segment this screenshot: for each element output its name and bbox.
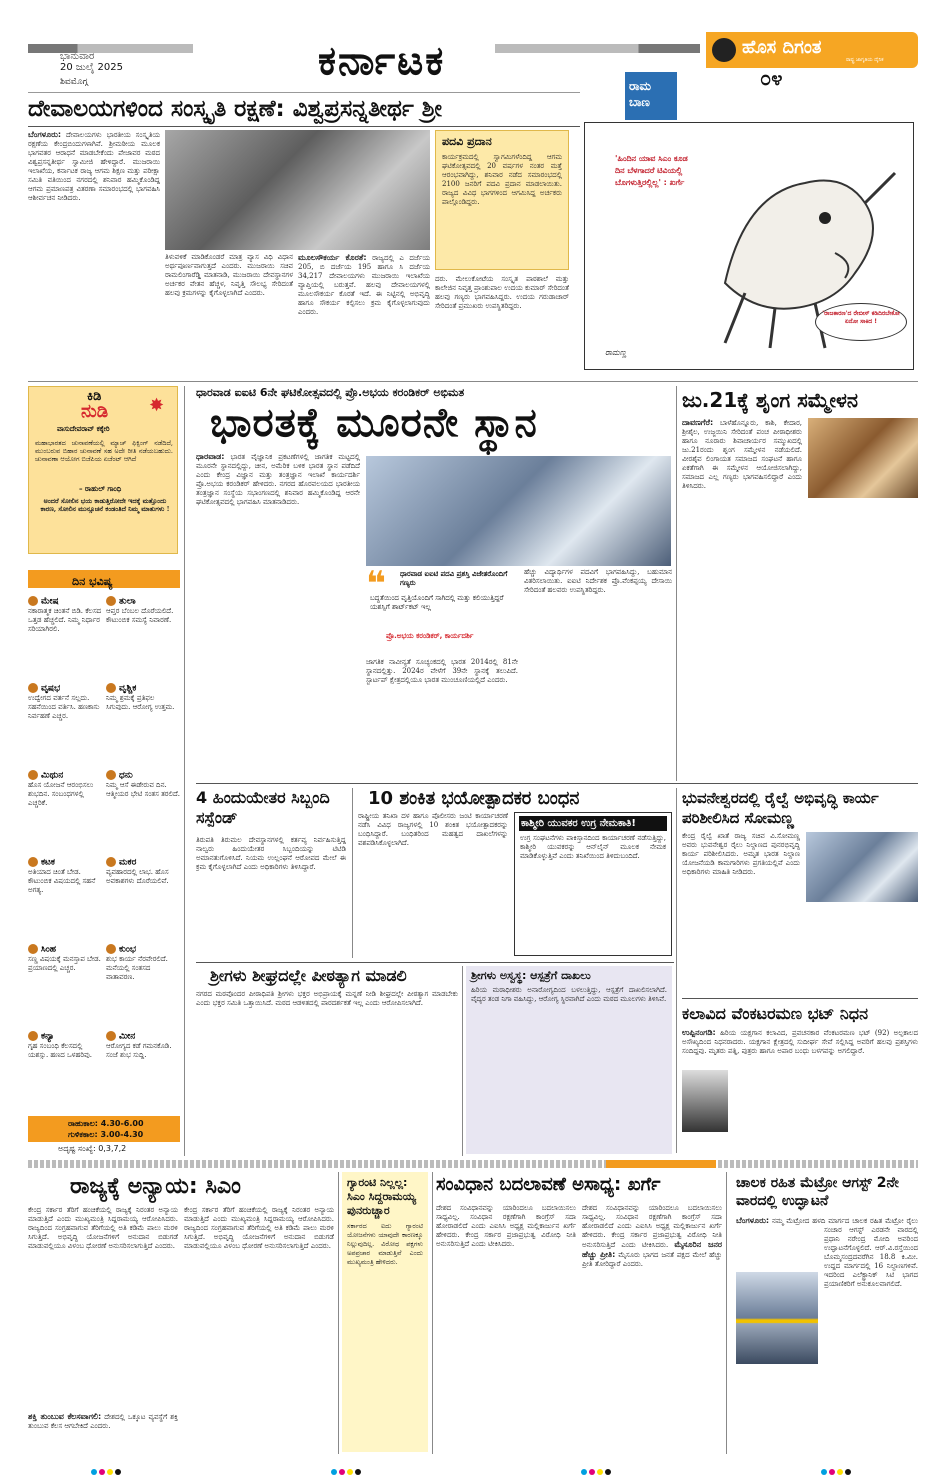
hospital-body: ಹಿರಿಯ ಮಠಾಧೀಶರು ಅನಾರೋಗ್ಯದಿಂದ ಬಳಲುತ್ತಿದ್ದು, ಆಸ್ಪತ್ರೆಗೆ ದಾಖಲಿಸಲಾಗಿದೆ. ವೈದ್ಯರ ತಂಡ ನಿಗಾ ವಹಿಸಿದ್ದು, ಆರೋಗ್ಯ ಸ್ಥಿರವಾಗಿದೆ ಎಂದು ಮಠದ ಮೂಲಗಳು ತಿಳಿಸಿವೆ. [471, 986, 667, 1003]
cm-body: ಕೇಂದ್ರ ಸರ್ಕಾರ ತೆರಿಗೆ ಹಂಚಿಕೆಯಲ್ಲಿ ರಾಜ್ಯಕ್ಕೆ ನಿರಂತರ ಅನ್ಯಾಯ ಮಾಡುತ್ತಿದೆ ಎಂದು ಮುಖ್ಯಮಂತ್ರಿ ಸಿದ್ದರಾಮಯ್ಯ ಆರೋಪಿಸಿದರು. ರಾಜ್ಯದಿಂದ ಸಂಗ್ರಹವಾಗುವ ತೆರಿಗೆಯಲ್ಲಿ ಅತಿ ಕಡಿಮೆ ಪಾಲು ಮರಳಿ ಸಿಗುತ್ತಿದೆ. ಅಭಿವೃದ್ಧಿ ಯೋಜನೆಗಳಿಗೆ ಅನುದಾನ ಬಿಡುಗಡೆ ಮಾಡುವಲ್ಲಿಯೂ ವಿಳಂಬ ಧೋರಣೆ ಅನುಸರಿಸಲಾಗುತ್ತಿದೆ ಎಂದರು. [28, 1206, 178, 1250]
kharge-body: ದೇಶದ ಸಂವಿಧಾನವನ್ನು ಯಾರಿಂದಲೂ ಬದಲಾಯಿಸಲು ಸಾಧ್ಯವಿಲ್ಲ. ಸಂವಿಧಾನ ರಕ್ಷಣೆಗಾಗಿ ಕಾಂಗ್ರೆಸ್ ಸದಾ ಹೋರಾಡಲಿದೆ ಎಂದು ಎಐಸಿಸಿ ಅಧ್ಯಕ್ಷ ಮಲ್ಲಿಕಾರ್ಜುನ ಖರ್ಗೆ ಹೇಳಿದರು. ಕೇಂದ್ರ ಸರ್ಕಾರ ಪ್ರಜಾಪ್ರಭುತ್ವ ವಿರೋಧಿ ನೀತಿ ಅನುಸರಿಸುತ್ತಿದೆ ಎಂದು ಟೀಕಿಸಿದರು. [436, 1204, 576, 1248]
iit-body-text: ಭಾರತ ವೈಜ್ಞಾನಿಕ ಪ್ರಕಟಣೆಗಳಲ್ಲಿ ಜಾಗತಿಕ ಮಟ್ಟದಲ್ಲಿ ಮೂರನೇ ಸ್ಥಾನದಲ್ಲಿದ್ದು, ಚೀನ, ಅಮೆರಿಕ ಬಳಿಕ ಭಾರತ ಸ್ಥಾನ ಪಡೆದಿದೆ ಎಂದು ಕೇಂದ್ರ ವಿಜ್ಞಾನ ಮತ್ತು ತಂತ್ರಜ್ಞಾನ ಇಲಾಖೆ ಕಾರ್ಯದರ್ಶಿ ಪ್ರೊ.ಅಭಯ ಕರಂಡಿಕರ್ ಹೇಳಿದರು. ನಗರದ ಹೊರವಲಯದ ಭಾರತೀಯ ತಂತ್ರಜ್ಞಾನ ಸಂಸ್ಥೆಯ ಸಭಾಂಗಣದಲ್ಲಿ ಶನಿವಾರ ಹಮ್ಮಿಕೊಂಡಿದ್ದ ಆರನೇ ಘಟಿಕೋತ್ಸವದಲ್ಲಿ ಭಾಗವಹಿಸಿ ಮಾತನಾಡಿದರು. [196, 453, 360, 506]
lead-subhead: ಮೂಲಸೌಕರ್ಯ ಕೊರತೆ: [298, 253, 367, 262]
kataka-icon [28, 857, 38, 867]
metro-headline: ಚಾಲಕ ರಹಿತ ಮೆಟ್ರೋ ಆಗಸ್ಟ್ 2ನೇ ವಾರದಲ್ಲಿ ಉದ್ಘಾಟನೆ [736, 1175, 899, 1209]
rahu-kala-box [28, 1116, 180, 1142]
award-box-title: ಪದವಿ ಪ್ರದಾನ [442, 135, 492, 148]
mithuna-icon [28, 770, 38, 780]
lucky-number [58, 1144, 126, 1154]
lead-body-2: ತಿಳುವಳಿಕೆ ಮಾಡಿಕೊಂಡರೆ ಮಾತ್ರ ವ್ಯಾಸ ವಿಧಿ ವಿಧಾನ ಅರ್ಥಪೂರ್ಣವಾಗುತ್ತದೆ ಎಂದರು. ಮುಜರಾಯಿ ಸಚಿವ ರಾಮಲಿಂಗಾರೆಡ್ಡಿ ಮಾತನಾಡಿ, ಮುಜರಾಯಿ ದೇವಸ್ಥಾನಗಳ ಅರ್ಚಕರ ವೇತನ ಹೆಚ್ಚಳ, ನಿವೃತ್ತಿ ಸೌಲಭ್ಯ ಸೇರಿದಂತೆ ಹಲವು ಕ್ರಮಗಳನ್ನು ಕೈಗೊಳ್ಳಲಾಗಿದೆ ಎಂದರು. [165, 253, 293, 297]
cartoon-caption: 'ಹಿಂದಿನ ಯಾವ ಸಿಎಂ ಕೂಡ ದಿನ ಬೆಳಗಾದರೆ ಟಿವಿಯಲ್ಲಿ ಬೊಗಳುತ್ತಿರಲ್ಲಿಲ್ಲ' : ಖರ್ಗೆ [615, 154, 688, 187]
left-column-divider [184, 386, 185, 1156]
page-number: ೦೪ [760, 66, 783, 90]
guarantee-divider [432, 1172, 433, 1454]
lucky-value: 0,3,7,2 [98, 1144, 127, 1153]
shreegalu-divider [462, 966, 463, 1156]
lead-body-3-text: ರಾಜ್ಯದಲ್ಲಿ ಎ ದರ್ಜೆಯ 205, ಬಿ ದರ್ಜೆಯ 195 ಹಾಗೂ ಸಿ ದರ್ಜೆಯ 34,217 ದೇವಾಲಯಗಳು ಮುಜರಾಯಿ ಇಲಾಖೆಯ ವ್ಯಾಪ್ತಿಯಲ್ಲಿ ಬರುತ್ತವೆ. ಹಲವು ದೇವಾಲಯಗಳಲ್ಲಿ ಮೂಲಸೌಕರ್ಯ ಕೊರತೆ ಇದೆ. ಈ ನಿಟ್ಟಿನಲ್ಲಿ ಅಭಿವೃದ್ಧಿ ಹಾಗೂ ಸೌಕರ್ಯ ಕಲ್ಪಿಸಲು ಕ್ರಮ ಕೈಗೊಳ್ಳಲಾಗುವುದು ಎಂದರು. [298, 254, 430, 316]
iit-caption: ಧಾರವಾಡ ಐಐಟಿ ಪದವಿ ಪ್ರಶಸ್ತಿ ವಿಜೇತರೊಂದಿಗೆ ಗಣ್ಯರು [400, 570, 508, 587]
cm-sub [28, 1412, 178, 1452]
cartoon-speech-bubble [815, 303, 907, 341]
horoscope-title: ದಿನ ಭವಿಷ್ಯ [72, 575, 113, 588]
hospital-box [466, 966, 672, 1154]
middle-rule-1 [196, 783, 918, 784]
vrishchika-icon [106, 683, 116, 693]
quote-icon: ❝ [366, 564, 386, 604]
paper-logo-emblem [712, 38, 736, 62]
rahu-label: ರಾಹುಕಾಲ: [68, 1119, 98, 1128]
masthead-day: ಭಾನುವಾರ [60, 51, 95, 62]
masthead-date: 20 ಜುಲೈ 2025 [60, 62, 123, 73]
tula-icon [106, 596, 116, 606]
iit-quote-by: ಪ್ರೊ.ಅಭಯ ಕರಂಡಿಕರ್, ಕಾರ್ಯದರ್ಶಿ [386, 632, 474, 640]
railway-photo [806, 832, 918, 902]
metro-body-text: ನಮ್ಮ ಮೆಟ್ರೋದ ಹಳದಿ ಮಾರ್ಗದ ಚಾಲಕ ರಹಿತ ಮೆಟ್ರೋ ರೈಲು ಸಂಚಾರ ಆಗಸ್ಟ್ ಎರಡನೇ ವಾರದಲ್ಲಿ ಪ್ರಧಾನಿ ನರೇಂದ್ರ ಮೋದಿ ಅವರಿಂದ ಉದ್ಘಾಟನೆಗೊಳ್ಳಲಿದೆ. ಆರ್.ವಿ.ರಸ್ತೆಯಿಂದ ಬೊಮ್ಮಸಂದ್ರದವರೆಗಿನ 18.8 ಕಿ.ಮೀ. ಉದ್ದದ ಮಾರ್ಗದಲ್ಲಿ 16 ನಿಲ್ದಾಣಗಳಿವೆ. ಇದರಿಂದ ಎಲೆಕ್ಟ್ರಾನಿಕ್ ಸಿಟಿ ಭಾಗದ ಪ್ರಯಾಣಿಕರಿಗೆ ಅನುಕೂಲವಾಗಲಿದೆ. [771, 1217, 918, 1288]
zodiac-meena: ಮೀನ ಆರೋಗ್ಯದ ಕಡೆ ಗಮನಕೊಡಿ. ಸಂಜೆ ಶುಭ ಸುದ್ದಿ. [106, 1031, 172, 1059]
simha-icon [28, 944, 38, 954]
award-box-body: ಕಾರ್ಯಕ್ರಮದಲ್ಲಿ ಸ್ವಾಗಮಿಗಳೆಂದಿದ್ದ ಆಗಮ ಘಟಿಕೋತ್ಸವದಲ್ಲಿ 20 ವರ್ಷಗಳ ನಂತರ ಮತ್ತೆ ಆರಂಭವಾಗಿದ್ದು, ಶನಿವಾರ ನಡೆದ ಸಮಾರಂಭದಲ್ಲಿ 2100 ಜನರಿಗೆ ಪದವಿ ಪ್ರದಾನ ಮಾಡಲಾಯಿತು. ರಾಜ್ಯದ ವಿವಿಧ ಭಾಗಗಳಿಂದ ಆಗಮಿಸಿದ್ದ ಅರ್ಚಕರು ಪಾಲ್ಗೊಂಡಿದ್ದರು. [442, 153, 562, 206]
spark-icon: ✸ [149, 395, 165, 416]
middle-rule-2 [196, 962, 674, 963]
lead-body [28, 130, 160, 378]
iit-quote: ಬದ್ಧತೆಯಿಂದ ವೃತ್ತಿಯೊಂದಿಗೆ ಸಾಗಿದಲ್ಲಿ ಮತ್ತು ಕಲಿಯುತ್ತಿದ್ದರೆ ಯಶಸ್ಸಿಗೆ ಶಾರ್ಟ್‌ಕಟ್ ಇಲ್ಲ [370, 594, 504, 611]
section-title: ಕರ್ನಾಟಕ [318, 38, 446, 84]
vrishabha-icon [28, 683, 38, 693]
shreegalu-body: ನಗರದ ಮಠವೊಂದರ ಪೀಠಾಧಿಪತಿ ಶ್ರೀಗಳು ಭಕ್ತರ ಅಭಿಪ್ರಾಯಕ್ಕೆ ಮನ್ನಣೆ ನೀಡಿ ಶೀಘ್ರದಲ್ಲೇ ಪೀಠತ್ಯಾಗ ಮಾಡಬೇಕು ಎಂದು ಭಕ್ತರ ಸಮಿತಿ ಒತ್ತಾಯಿಸಿದೆ. ಮಠದ ಆಡಳಿತದಲ್ಲಿ ಪಾರದರ್ಶಕತೆ ಇಲ್ಲ ಎಂದು ಆರೋಪಿಸಲಾಗಿದೆ. [196, 990, 458, 1007]
cm-sub-body: ದೇಶದಲ್ಲಿ ಒಕ್ಕೂಟ ವ್ಯವಸ್ಥೆಗೆ ಶಕ್ತಿ ತುಂಬುವ ಕೆಲಸ ಆಗಬೇಕಿದೆ ಎಂದರು. [28, 1413, 178, 1430]
registration-marks-2 [330, 1460, 362, 1479]
obit-dateline: ಉಪ್ಪಿನಂಗಡಿ: [682, 1028, 716, 1037]
kharge-body-2-text: ದೇಶದ ಸಂವಿಧಾನವನ್ನು ಯಾರಿಂದಲೂ ಬದಲಾಯಿಸಲು ಸಾಧ್ಯವಿಲ್ಲ. ಸಂವಿಧಾನ ರಕ್ಷಣೆಗಾಗಿ ಕಾಂಗ್ರೆಸ್ ಸದಾ ಹೋರಾಡಲಿದೆ ಎಂದು ಎಐಸಿಸಿ ಅಧ್ಯಕ್ಷ ಮಲ್ಲಿಕಾರ್ಜುನ ಖರ್ಗೆ ಹೇಳಿದರು. ಕೇಂದ್ರ ಸರ್ಕಾರ ಪ್ರಜಾಪ್ರಭುತ್ವ ವಿರೋಧಿ ನೀತಿ ಅನುಸರಿಸುತ್ತಿದೆ ಎಂದು ಟೀಕಿಸಿದರು. [582, 1204, 722, 1249]
obit-body-text: ಹಿರಿಯ ಯಕ್ಷಗಾನ ಕಲಾವಿದ, ಪ್ರವಚನಕಾರ ವೆಂಕಟರಮಣ ಭಟ್ (92) ಅಲ್ಪಕಾಲದ ಅಸೌಖ್ಯದಿಂದ ನಿಧನರಾದರು. ಯಕ್ಷಗಾನ ಕ್ಷೇತ್ರದಲ್ಲಿ ಸುದೀರ್ಘ ಸೇವೆ ಸಲ್ಲಿಸಿದ್ದ ಅವರಿಗೆ ಹಲವು ಪ್ರಶಸ್ತಿಗಳು ಸಂದಿದ್ದವು. ಮೃತರು ಪತ್ನಿ, ಪುತ್ರರು ಹಾಗೂ ಅಪಾರ ಬಂಧು ಬಳಗವನ್ನು ಅಗಲಿದ್ದಾರೆ. [682, 1029, 918, 1055]
kidi-quote-by: – ರಾಹುಲ್ ಗಾಂಧಿ [79, 485, 122, 493]
iit-dateline: ಧಾರವಾಡ: [196, 452, 225, 461]
obit-headline: ಕಲಾವಿದ ವೆಂಕಟರಮಣ ಭಟ್ ನಿಧನ [682, 1004, 868, 1023]
lead-headline-rule [28, 126, 580, 127]
terror-right-divider [676, 788, 677, 1153]
terror-body: ರಾಷ್ಟ್ರೀಯ ತನಿಖಾ ದಳ ಹಾಗೂ ಪೊಲೀಸರು ಜಂಟಿ ಕಾರ್ಯಾಚರಣೆ ನಡೆಸಿ ವಿವಿಧ ರಾಜ್ಯಗಳಲ್ಲಿ 10 ಶಂಕಿತ ಭಯೋತ್ಪಾದಕರನ್ನು ಬಂಧಿಸಿದ್ದಾರೆ. ಬಂಧಿತರಿಂದ ಮಹತ್ವದ ದಾಖಲೆಗಳನ್ನು ವಶಪಡಿಸಿಕೊಳ್ಳಲಾಗಿದೆ. [358, 812, 508, 847]
cm-body-2: ಕೇಂದ್ರ ಸರ್ಕಾರ ತೆರಿಗೆ ಹಂಚಿಕೆಯಲ್ಲಿ ರಾಜ್ಯಕ್ಕೆ ನಿರಂತರ ಅನ್ಯಾಯ ಮಾಡುತ್ತಿದೆ ಎಂದು ಮುಖ್ಯಮಂತ್ರಿ ಸಿದ್ದರಾಮಯ್ಯ ಆರೋಪಿಸಿದರು. ರಾಜ್ಯದಿಂದ ಸಂಗ್ರಹವಾಗುವ ತೆರಿಗೆಯಲ್ಲಿ ಅತಿ ಕಡಿಮೆ ಪಾಲು ಮರಳಿ ಸಿಗುತ್ತಿದೆ. ಅಭಿವೃದ್ಧಿ ಯೋಜನೆಗಳಿಗೆ ಅನುದಾನ ಬಿಡುಗಡೆ ಮಾಡುವಲ್ಲಿಯೂ ವಿಳಂಬ ಧೋರಣೆ ಅನುಸರಿಸಲಾಗುತ್ತಿದೆ ಎಂದರು. [184, 1206, 334, 1250]
paper-name: ಹೊಸ ದಿಗಂತ [742, 37, 822, 58]
suspend-divider [352, 788, 353, 958]
cartoon-speech: 'ರಾಜಕಾರಣ'ದ ರೇಬೀಸ್ ಕಡಿದಿರಬೇಕೋ ಏನೋ ಸಾಕಿದ ! [822, 310, 900, 325]
top-bar-rule-right [495, 44, 700, 53]
lead-dateline: ಬೆಂಗಳೂರು: [28, 130, 62, 139]
lucky-label: ಅದೃಷ್ಟ ಸಂಖ್ಯೆ: [58, 1144, 96, 1153]
gulika-label: ಗುಳಿಕಕಾಲ: [68, 1130, 98, 1139]
zodiac-tula: ತುಲಾ ಆಪ್ತರ ಬೆಂಬಲ ದೊರೆಯಲಿದೆ. ಕೌಟುಂಬಿಕ ಸಮಸ್ಯೆ ನಿವಾರಣೆ. [106, 596, 174, 624]
zodiac-makara: ಮಕರ ವ್ಯವಹಾರದಲ್ಲಿ ಲಾಭ. ಹೊಸ ಅವಕಾಶಗಳು ದೊರೆಯಲಿವೆ. [106, 857, 169, 885]
guarantee-body: ಸರ್ಕಾರದ ಐದು ಗ್ಯಾರಂಟಿ ಯೋಜನೆಗಳು ಯಾವುದೇ ಕಾರಣಕ್ಕೂ ನಿಲ್ಲುವುದಿಲ್ಲ. ವಿರೋಧ ಪಕ್ಷಗಳು ಅಪಪ್ರಚಾರ ಮಾಡುತ್ತಿವೆ ಎಂದು ಮುಖ್ಯಮಂತ್ರಿ ಹೇಳಿದರು. [347, 1222, 423, 1266]
zodiac-dhanu: ಧನು ನಿಮ್ಮ ಆಸೆ ಈಡೇರುವ ದಿನ. ಆತ್ಮೀಯರ ಭೇಟಿ ಸಂತಸ ತರಲಿದೆ. [106, 770, 180, 798]
meena-icon [106, 1031, 116, 1041]
lead-body-text: ದೇವಾಲಯಗಳು ಭಾರತೀಯ ಸಂಸ್ಕೃತಿಯ ರಕ್ಷಣೆಯ ಕೇಂದ್ರಬಿಂದುಗಳಾಗಿವೆ. ಶ್ರೀಮಠೀಯ ಮೂಲಕ ಭಾಗವತರ ಆರಾಧನೆ ಮಾಡಬೇಕೆಂದು ಪೇಜಾವರ ಮಠದ ವಿಶ್ವಪ್ರಸನ್ನತೀರ್ಥ ಸ್ವಾಮೀಜಿ ಹೇಳಿದ್ದಾರೆ. ಮುಜರಾಯಿ ಇಲಾಖೆಯ, ಕರ್ನಾಟಕ ರಾಜ್ಯ ಆಗಮ ಶಿಕ್ಷಣ ಮತ್ತು ಪರೀಕ್ಷಾ ಸಮಿತಿ ವತಿಯಿಂದ ನಗರದಲ್ಲಿ ಶನಿವಾರ ಹಮ್ಮಿಕೊಂಡಿದ್ದ ಆಗಮ ಪ್ರಮಾಣಪತ್ರ ವಿತರಣಾ ಸಮಾರಂಭದಲ್ಲಿ ಭಾಗವಹಿಸಿ ಆಶೀರ್ವಚನ ನೀಡಿದರು. [28, 131, 160, 202]
bottom-section-rule [28, 1160, 918, 1168]
terror-box-title: ಕಾಶ್ಮೀರಿ ಯುವಕರ ಉಗ್ರ ನೇಮಕಾತಿ! [519, 816, 667, 831]
guarantee-headline: ಗ್ಯಾರಂಟಿ ನಿಲ್ಲಲ್ಲ: ಸಿಎಂ ಸಿದ್ದರಾಮಯ್ಯ ಪುನರುಚ್ಚಾರ [347, 1176, 417, 1217]
iit-quote-box [366, 564, 518, 654]
registration-marks [90, 1460, 122, 1479]
zodiac-kanya: ಕನ್ಯಾ ಗೃಹ ಸಂಬಂಧಿ ಕೆಲಸದಲ್ಲಿ ಯಶಸ್ಸು. ಹಣದ ಒಳಹರಿವು. [28, 1031, 92, 1059]
cartoon-signature: ರಾಮಣ್ಣ [605, 348, 627, 357]
shrunga-body-text: ಬಾಳೆಹೊನ್ನೂರು, ಕಾಶಿ, ಕೇದಾರ, ಶ್ರೀಶೈಲ, ಉಜ್ಜಯಿನಿ ಸೇರಿದಂತೆ ಪಂಚ ಪೀಠಾಧೀಶರು ಹಾಗೂ ನೂರಾರು ಶಿವಾಚಾರ್ಯರ ಸಮ್ಮುಖದಲ್ಲಿ ಜು.21ರಂದು ಶೃಂಗ ಸಮ್ಮೇಳನ ನಡೆಯಲಿದೆ. ವೀರಶೈವ ಲಿಂಗಾಯತ ಸಮಾಜದ ಸಂಘಟನೆ ಹಾಗೂ ಏಕತೆಗಾಗಿ ಈ ಸಮ್ಮೇಳನ ಆಯೋಜಿಸಲಾಗಿದ್ದು, ಸಮಾಜದ ಎಲ್ಲ ಗಣ್ಯರು ಭಾಗವಹಿಸಲಿದ್ದಾರೆ ಎಂದು ತಿಳಿಸಿದರು. [682, 419, 802, 490]
kidi-nudi-box [28, 386, 178, 554]
top-bar-rule [28, 44, 193, 53]
middle-rule-3 [682, 998, 918, 999]
cartoon-column-tag [625, 72, 677, 120]
zodiac-simha: ಸಿಂಹ ಸಣ್ಣ ವಿಷಯಕ್ಕೆ ಮನಸ್ತಾಪ ಬೇಡ. ಪ್ರಯಾಣದಲ್ಲಿ ಎಚ್ಚರ. [28, 944, 101, 972]
award-box [435, 130, 569, 270]
shrunga-photo [808, 418, 918, 498]
zodiac-vrishabha: ವೃಷಭ ಉದ್ವೇಗದ ವರ್ತನೆ ಸಲ್ಲದು. ಸಹನೆಯಿಂದ ವರ್ತಿಸಿ. ಹಣಕಾಸು ನಿರ್ವಹಣೆ ಎಚ್ಚರ. [28, 683, 100, 720]
iit-headline: ಭಾರತಕ್ಕೆ ಮೂರನೇ ಸ್ಥಾನ [210, 400, 538, 446]
dhanu-icon [106, 770, 116, 780]
cartoon-column-name: ರಾಮ ಬಾಣ [629, 79, 651, 109]
lead-body-4: ದರು. ಮೇಲುಕೋಟೆಯ ಸಂಸ್ಕೃತ ಪಾಠಶಾಲೆ ಮತ್ತು ಕಾಲೇಜಿನ ನಿವೃತ್ತ ಪ್ರಾಂಶುಪಾಲ ಉದಯ ಕುಮಾರ್ ಸೇರಿದಂತೆ ಹಲವು ಗಣ್ಯರು ಭಾಗವಹಿಸಿದ್ದರು. ಉದಯ ಗರುಡಾಚಾರ್ ಸೇರಿದಂತೆ ಪ್ರಮುಖರು ಉಪಸ್ಥಿತರಿದ್ದರು. [435, 275, 569, 310]
hospital-headline: ಶ್ರೀಗಳು ಅಸ್ವಸ್ಥ: ಆಸ್ಪತ್ರೆಗೆ ದಾಖಲು [471, 969, 591, 982]
zodiac-vrishchika: ವೃಶ್ಚಿಕ ನಿಮ್ಮ ಶ್ರಮಕ್ಕೆ ಪ್ರತಿಫಲ ಸಿಗುವುದು. ಆರೋಗ್ಯ ಉತ್ತಮ. [106, 683, 175, 711]
zodiac-kataka: ಕಟಕ ಅತಿಯಾದ ಚಿಂತೆ ಬೇಡ. ಕೌಟುಂಬಿಕ ವಿಷಯದಲ್ಲಿ ಸಹನೆ ಅಗತ್ಯ. [28, 857, 96, 894]
lead-headline: ದೇವಾಲಯಗಳಿಂದ ಸಂಸ್ಕೃತಿ ರಕ್ಷಣೆ: ವಿಶ್ವಪ್ರಸನ್ನತೀರ್ಥ ಶ್ರೀ [28, 96, 442, 122]
gulika-value: 3.00-4.30 [100, 1130, 144, 1139]
mesha-icon [28, 596, 38, 606]
kharge-sub-lead: ಮೈಸೂರಿನ ಜನರ ಹೆಚ್ಚು ಪ್ರೀತಿ: [582, 1240, 722, 1259]
kidi-byline: ವಾಸುದೇವರಾವ್ ಕಕ್ಕೇರಿ [57, 425, 110, 433]
bottom-accent-bar [606, 1160, 716, 1168]
suspend-headline: 4 ಹಿಂದುಯೇತರ ಸಿಬ್ಬಂದಿ ಸಸ್ಪೆಂಡ್ [196, 788, 330, 827]
metro-dateline: ಬೆಂಗಳೂರು: [736, 1216, 770, 1225]
suspend-body: ತಿರುಪತಿ ತಿರುಮಲ ದೇವಸ್ಥಾನಗಳಲ್ಲಿ ಕರ್ತವ್ಯ ನಿರ್ವಹಿಸುತ್ತಿದ್ದ ನಾಲ್ವರು ಹಿಂದುಯೇತರ ಸಿಬ್ಬಂದಿಯನ್ನು ಟಿಟಿಡಿ ಅಮಾನತುಗೊಳಿಸಿದೆ. ನಿಯಮ ಉಲ್ಲಂಘನೆ ಆರೋಪದ ಮೇಲೆ ಈ ಕ್ರಮ ಕೈಗೊಳ್ಳಲಾಗಿದೆ ಎಂದು ಅಧಿಕಾರಿಗಳು ತಿಳಿಸಿದ್ದಾರೆ. [196, 836, 346, 871]
kharge-headline: ಸಂವಿಧಾನ ಬದಲಾವಣೆ ಅಸಾಧ್ಯ: ಖರ್ಗೆ [436, 1174, 661, 1195]
guarantee-box [342, 1172, 428, 1452]
registration-marks-3 [580, 1460, 612, 1479]
terror-side-box [514, 812, 672, 956]
masthead-city: ಶಿವಮೊಗ್ಗ [60, 77, 88, 87]
obit-body [682, 1028, 918, 1066]
shrunga-dateline: ದಾವಣಗೆರೆ: [682, 418, 714, 427]
cm-headline: ರಾಜ್ಯಕ್ಕೆ ಅನ್ಯಾಯ: ಸಿಎಂ [70, 1174, 241, 1199]
kumbha-icon [106, 944, 116, 954]
registration-marks-4 [820, 1460, 852, 1479]
iit-body-3: ಹೆಚ್ಚು ವಿದ್ಯಾರ್ಥಿಗಳ ಪದವಿಗೆ ಭಾಗವಹಿಸಿದ್ದು, ಬಹುಮಾನ ವಿತರಿಸಲಾಯಿತು. ಐಐಟಿ ನಿರ್ದೇಶಕ ಪ್ರೊ.ವೆಂಕಪ್ಪಯ್ಯ ದೇಸಾಯಿ ಸೇರಿದಂತೆ ಹಲವರು ಉಪಸ್ಥಿತರಿದ್ದರು. [524, 568, 672, 594]
makara-icon [106, 857, 116, 867]
paper-logo [706, 32, 918, 68]
kidi-title: ಕಿಡಿ [87, 389, 102, 404]
zodiac-mithuna: ಮಿಥುನ ಹೊಸ ಯೋಜನೆ ಆರಂಭಿಸಲು ಶುಭದಿನ. ಸಂಬಂಧಗಳಲ್ಲಿ ಎಚ್ಚರಿಕೆ. [28, 770, 94, 807]
iit-body-2: ಜಾಗತಿಕ ನಾವೀನ್ಯತೆ ಸೂಚ್ಯಂಕದಲ್ಲಿ ಭಾರತ 2014ರಲ್ಲಿ 81ನೇ ಸ್ಥಾನದಲ್ಲಿತ್ತು. 2024ರ ವೇಳೆಗೆ 39ನೇ ಸ್ಥಾನಕ್ಕೆ ತಲುಪಿದೆ. ಸ್ಟಾರ್ಟಪ್ ಕ್ಷೇತ್ರದಲ್ಲಿಯೂ ಭಾರತ ಮುಂಚೂಣಿಯಲ್ಲಿದೆ ಎಂದರು. [366, 658, 518, 684]
shreegalu-headline: ಶ್ರೀಗಳು ಶೀಘ್ರದಲ್ಲೇ ಪೀಠತ್ಯಾಗ ಮಾಡಲಿ [210, 966, 407, 985]
iit-kicker: ಧಾರವಾಡ ಐಐಟಿ 6ನೇ ಘಟಿಕೋತ್ಸವದಲ್ಲಿ ಪ್ರೊ.ಅಭಯ ಕರಂಡಿಕರ್ ಅಭಿಮತ [196, 386, 465, 399]
top-section-rule [28, 381, 918, 382]
zodiac-mesha: ಮೇಷ ನಕಾರಾತ್ಮಕ ಚಿಂತನೆ ಬಿಡಿ. ಕೆಲಸದ ಒತ್ತಡ ಹೆಚ್ಚಲಿದೆ. ನಿಮ್ಮ ನಿರ್ಧಾರ ಸರಿಯಾಗಿರಲಿ. [28, 596, 102, 633]
kidi-reply: ಅಂದರೆ ಸೋಲಿನ ಭಯ ಕಾಡುತ್ತಿರೋದೇ ಇದಕ್ಕೆ ಮತ್ತೊಂದು ಕಾರಣ, ಸೋಲಿನ ಮುನ್ಸೂಚನೆ ಕಂಡಂತಿದೆ ನಿಮ್ಮ ಮಾತುಗಳು ! [40, 497, 170, 513]
kharge-sub-body: ಮೈಸೂರು ಭಾಗದ ಜನತೆ ಪಕ್ಷದ ಮೇಲೆ ಹೆಚ್ಚು ಪ್ರೀತಿ ತೋರಿದ್ದಾರೆ ಎಂದರು. [582, 1251, 722, 1268]
horoscope-header [28, 570, 180, 588]
iit-body [196, 452, 360, 752]
railway-body: ಕೇಂದ್ರ ರೈಲ್ವೆ ಖಾತೆ ರಾಜ್ಯ ಸಚಿವ ವಿ.ಸೋಮಣ್ಣ ಅವರು ಭುವನೇಶ್ವರ ರೈಲು ನಿಲ್ದಾಣದ ಪುನರಭಿವೃದ್ಧಿ ಕಾರ್ಯ ಪರಿಶೀಲಿಸಿದರು. ಅಮೃತ ಭಾರತ ನಿಲ್ದಾಣ ಯೋಜನೆಯಡಿ ಕಾಮಗಾರಿಗಳು ಪ್ರಗತಿಯಲ್ಲಿವೆ ಎಂದು ಅಧಿಕಾರಿಗಳು ಮಾಹಿತಿ ನೀಡಿದರು. [682, 832, 800, 876]
shrunga-headline: ಜು.21ಕ್ಕೆ ಶೃಂಗ ಸಮ್ಮೇಳನ [682, 388, 859, 412]
zodiac-kumbha: ಕುಂಭ ಶುಭ ಕಾರ್ಯ ನೆರವೇರಲಿದೆ. ಮನೆಯಲ್ಲಿ ಸಂತಸದ ವಾತಾವರಣ. [106, 944, 168, 981]
kidi-quote: ಮಹಾಭಾರತದ ಚುನಾವಣೆಯಲ್ಲಿ ಮ್ಯಾಚ್ ಫಿಕ್ಸಿಂಗ್ ನಡೆದಿದೆ, ಮುಂಬರುವ ಬಿಹಾರ ಚುನಾವಣೆ ಸಹ ಅದೇ ರೀತಿ ನಡೆಯಬಹುದು. ಚುನಾವಣಾ ಆಯೋಗ ಬಿಜೆಪಿಯ ಏಜೆಂಟ್ ಆಗಿದೆ [35, 439, 173, 463]
obit-portrait [682, 1070, 728, 1132]
shrunga-body [682, 418, 802, 778]
terror-box-body: ಉಗ್ರ ಸಂಘಟನೆಗಳು ಪಾಕಿಸ್ತಾನದಿಂದ ಕಾರ್ಯಾಚರಣೆ ನಡೆಸುತ್ತಿದ್ದು, ಕಾಶ್ಮೀರಿ ಯುವಕರನ್ನು ಆನ್‌ಲೈನ್ ಮೂಲಕ ನೇಮಕ ಮಾಡಿಕೊಳ್ಳುತ್ತಿವೆ ಎಂದು ತನಿಖೆಯಿಂದ ತಿಳಿದುಬಂದಿದೆ. [520, 834, 666, 860]
kharge-divider [726, 1172, 727, 1454]
iit-right-divider [676, 386, 677, 781]
railway-headline: ಭುವನೇಶ್ವರದಲ್ಲಿ ರೈಲ್ವೆ ಅಭಿವೃದ್ಧಿ ಕಾರ್ಯ ಪರಿಶೀಲಿಸಿದ ಸೋಮಣ್ಣ [682, 789, 879, 827]
kidi-nudi-title: ನುಡಿ [81, 401, 109, 422]
rahu-value: 4.30-6.00 [100, 1119, 144, 1128]
iit-photo [366, 456, 671, 566]
cartoon-frame [584, 122, 914, 370]
paper-tagline: ರಾಷ್ಟ್ರ ಜಾಗೃತಿಯ ದೈನಿಕ [846, 57, 884, 63]
lead-photo-group [165, 130, 430, 250]
lead-body-3 [298, 253, 430, 378]
terror-headline: 10 ಶಂಕಿತ ಭಯೋತ್ಪಾದಕರ ಬಂಧನ [368, 788, 580, 809]
cm-sub-lead: ಶಕ್ತಿ ತುಂಬುವ ಕೆಲಸವಾಗಲಿ: [28, 1412, 102, 1421]
masthead-divider [28, 92, 580, 93]
metro-body [736, 1216, 918, 1452]
cm-divider [338, 1172, 339, 1454]
kharge-body-2 [582, 1204, 722, 1452]
kanya-icon [28, 1031, 38, 1041]
